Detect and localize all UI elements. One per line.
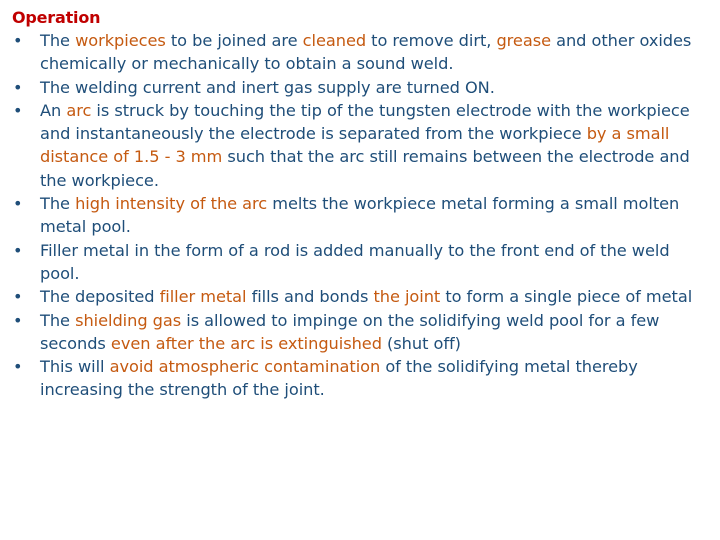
highlighted-text: by a small distance of 1.5 - 3 mm — [40, 124, 670, 167]
bullet-icon: • — [13, 77, 23, 97]
list-item-text — [40, 357, 638, 399]
text-segment: of the solidifying metal thereby increasing the strength of the joint. — [40, 357, 638, 400]
text-segment: melts the workpiece metal forming a small molten metal pool. — [40, 194, 680, 237]
list-item-text — [40, 78, 495, 97]
text-segment: is allowed to impinge on the solidifying weld pool for a few seconds — [40, 310, 660, 353]
bullet-icon: • — [13, 240, 23, 260]
text-segment: to remove dirt, — [366, 31, 497, 50]
bullet-list — [12, 29, 712, 402]
highlighted-text: the joint — [373, 287, 441, 307]
list-item — [12, 309, 712, 356]
text-segment: The — [40, 194, 76, 214]
list-item — [12, 29, 712, 76]
text-segment: (shut off) — [381, 333, 461, 353]
text-segment: The deposited — [40, 287, 160, 307]
bullet-icon: • — [13, 194, 23, 214]
text-segment: An — [40, 100, 67, 120]
list-item — [12, 355, 712, 402]
list-item-text — [40, 241, 670, 283]
list-item — [12, 192, 712, 239]
list-item-text — [40, 311, 659, 353]
list-item-text — [40, 31, 691, 73]
text-segment: The welding current and inert gas supply are turned ON. — [40, 77, 495, 97]
highlighted-text: arc — [66, 100, 92, 120]
text-segment: Filler metal in the form of a rod is added manually to the front end of the weld pool. — [40, 240, 670, 283]
bullet-icon: • — [13, 100, 23, 120]
highlighted-text: high intensity of the arc — [75, 194, 268, 214]
list-item — [12, 99, 712, 192]
list-item — [12, 285, 712, 308]
list-item-text — [40, 194, 679, 236]
text-segment: to be joined are — [165, 31, 303, 50]
section-heading: Operation — [12, 8, 101, 27]
highlighted-text: shielding gas — [75, 310, 182, 330]
text-segment: The — [40, 31, 76, 50]
bullet-icon: • — [13, 357, 23, 377]
list-item — [12, 76, 712, 99]
highlighted-text: workpieces — [75, 31, 166, 50]
text-segment: and other oxides chemically or mechanically to obtain a sound weld. — [40, 31, 692, 74]
highlighted-text: avoid atmospheric contamination — [109, 357, 381, 377]
text-segment: is struck by touching the tip of the tungsten electrode with the workpiece and instantaneously the electrode is separated from the workpiece — [40, 100, 690, 144]
highlighted-text: even after the arc is extinguished — [110, 333, 382, 353]
highlighted-text: cleaned — [302, 31, 367, 50]
list-item-text — [40, 101, 690, 190]
text-segment: such that the arc still remains between the electrode and the workpiece. — [40, 147, 690, 190]
text-segment: to form a single piece of metal — [440, 287, 693, 307]
text-segment: The — [40, 310, 76, 330]
highlighted-text: filler metal — [159, 287, 247, 307]
list-item — [12, 239, 712, 286]
list-item-text — [40, 287, 692, 306]
highlighted-text: grease — [496, 31, 551, 50]
bullet-icon: • — [13, 310, 23, 330]
text-segment: This will — [40, 357, 110, 377]
bullet-icon: • — [13, 31, 23, 50]
slide-content — [12, 6, 712, 402]
text-segment: fills and bonds — [246, 287, 374, 307]
bullet-icon: • — [13, 287, 23, 307]
